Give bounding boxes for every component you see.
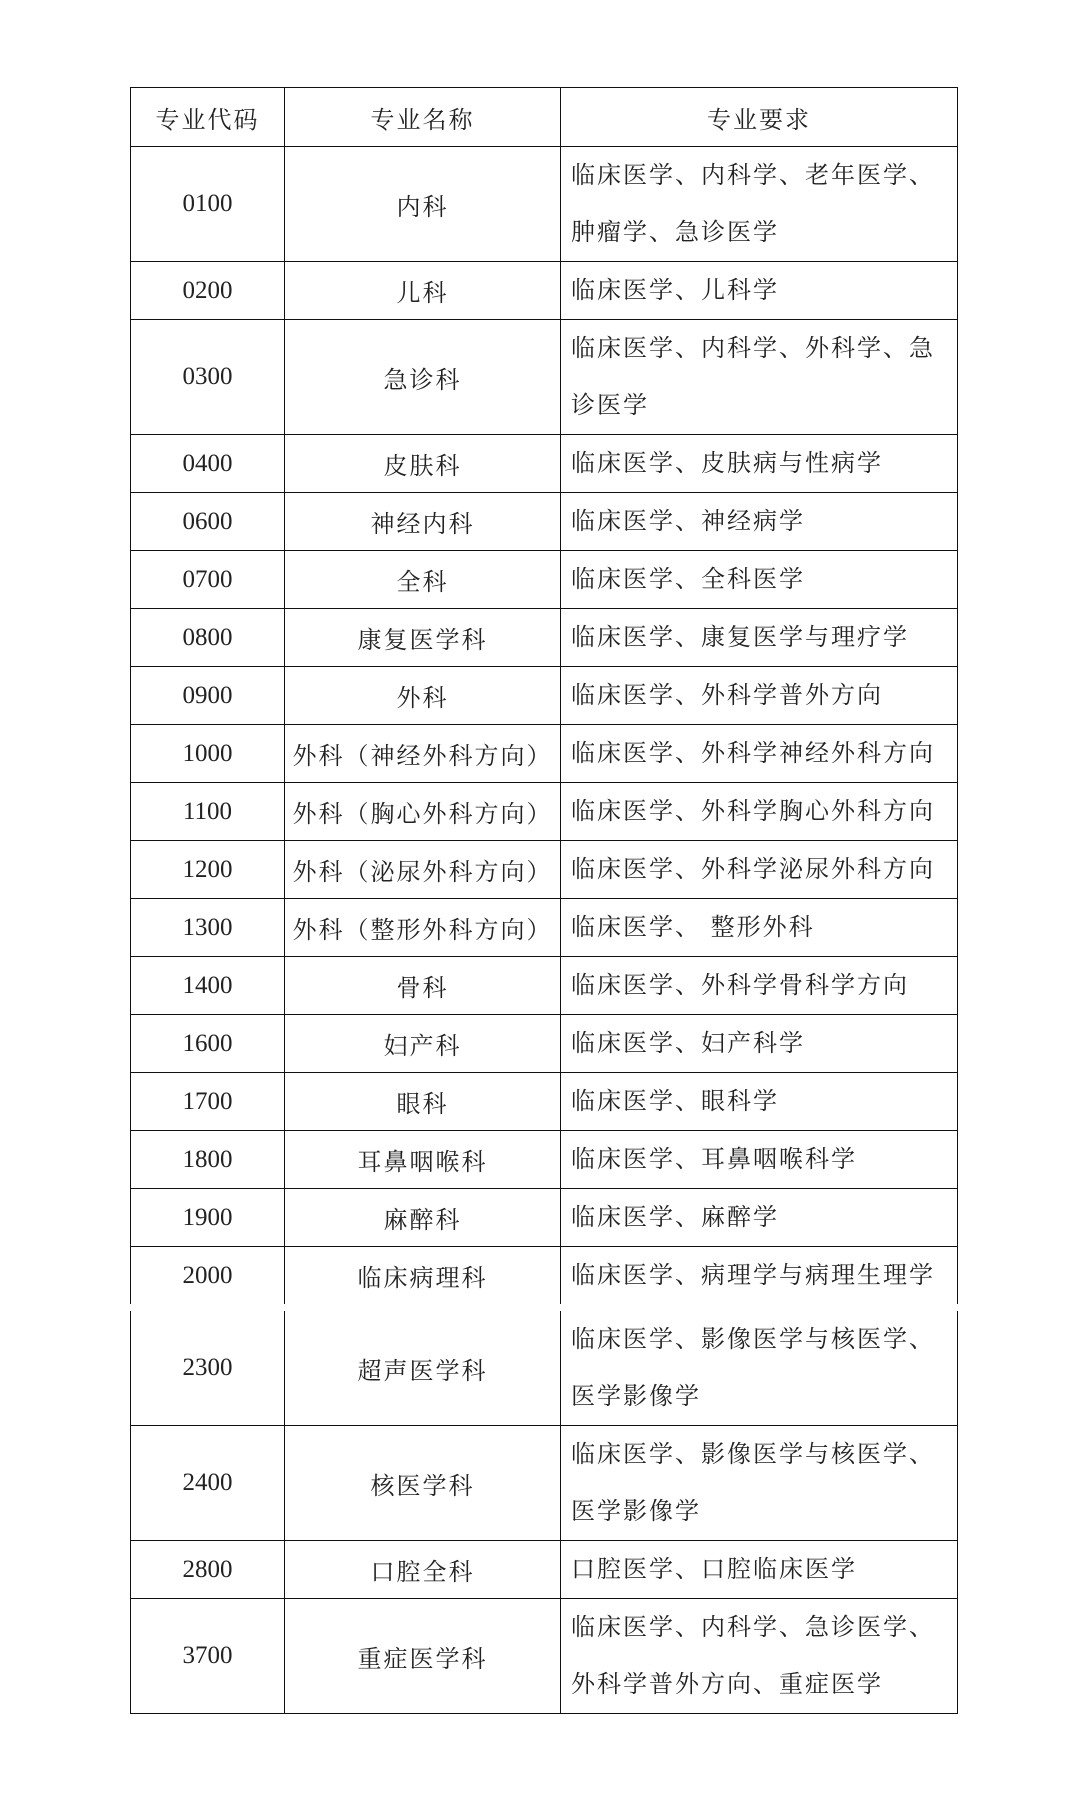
major-requirement-cell: 临床医学、内科学、老年医学、肿瘤学、急诊医学 <box>561 147 958 262</box>
table-row <box>131 1015 958 1073</box>
major-code-cell: 2800 <box>131 1541 285 1599</box>
major-code-cell: 0600 <box>131 493 285 551</box>
major-requirement-cell: 临床医学、皮肤病与性病学 <box>561 435 958 493</box>
major-name-cell: 核医学科 <box>285 1426 561 1541</box>
table-header-row <box>131 88 958 147</box>
major-name-cell: 外科（泌尿外科方向） <box>285 841 561 899</box>
major-code-cell: 0900 <box>131 667 285 725</box>
major-code-cell: 2400 <box>131 1426 285 1541</box>
major-name-cell: 口腔全科 <box>285 1541 561 1599</box>
major-code-cell: 1800 <box>131 1131 285 1189</box>
major-requirement-cell: 临床医学、眼科学 <box>561 1073 958 1131</box>
major-requirement-cell: 临床医学、 整形外科 <box>561 899 958 957</box>
major-name-cell: 临床病理科 <box>285 1247 561 1308</box>
major-code-cell: 0400 <box>131 435 285 493</box>
major-requirement-cell: 临床医学、儿科学 <box>561 262 958 320</box>
major-name-cell: 神经内科 <box>285 493 561 551</box>
major-code-cell: 2300 <box>131 1308 285 1426</box>
header-major-code: 专业代码 <box>131 88 285 147</box>
table-row <box>131 435 958 493</box>
major-requirement-cell: 临床医学、外科学神经外科方向 <box>561 725 958 783</box>
major-requirement-cell: 临床医学、妇产科学 <box>561 1015 958 1073</box>
major-name-cell: 内科 <box>285 147 561 262</box>
table-body <box>131 147 958 1714</box>
major-code-cell: 1200 <box>131 841 285 899</box>
major-requirement-cell: 临床医学、内科学、急诊医学、外科学普外方向、重症医学 <box>561 1599 958 1714</box>
major-code-cell: 1000 <box>131 725 285 783</box>
major-name-cell: 全科 <box>285 551 561 609</box>
major-requirement-cell: 临床医学、全科医学 <box>561 551 958 609</box>
major-requirements-table-container <box>130 87 957 1714</box>
major-requirements-table <box>130 87 958 1714</box>
major-requirement-cell: 临床医学、耳鼻咽喉科学 <box>561 1131 958 1189</box>
table-row <box>131 725 958 783</box>
major-name-cell: 康复医学科 <box>285 609 561 667</box>
header-major-name: 专业名称 <box>285 88 561 147</box>
major-name-cell: 皮肤科 <box>285 435 561 493</box>
major-requirement-cell: 临床医学、麻醉学 <box>561 1189 958 1247</box>
table-row <box>131 1426 958 1541</box>
major-name-cell: 麻醉科 <box>285 1189 561 1247</box>
major-name-cell: 骨科 <box>285 957 561 1015</box>
major-code-cell: 1400 <box>131 957 285 1015</box>
table-row <box>131 841 958 899</box>
major-requirement-cell: 临床医学、外科学骨科学方向 <box>561 957 958 1015</box>
table-row <box>131 1308 958 1426</box>
table-row <box>131 147 958 262</box>
header-major-requirement: 专业要求 <box>561 88 958 147</box>
major-name-cell: 重症医学科 <box>285 1599 561 1714</box>
table-row <box>131 1599 958 1714</box>
table-row <box>131 320 958 435</box>
table-row <box>131 667 958 725</box>
major-requirement-cell: 临床医学、外科学泌尿外科方向 <box>561 841 958 899</box>
major-code-cell: 0200 <box>131 262 285 320</box>
major-name-cell: 眼科 <box>285 1073 561 1131</box>
major-code-cell: 2000 <box>131 1247 285 1308</box>
table-row <box>131 551 958 609</box>
major-requirement-cell: 临床医学、外科学胸心外科方向 <box>561 783 958 841</box>
major-name-cell: 妇产科 <box>285 1015 561 1073</box>
major-requirement-cell: 临床医学、影像医学与核医学、医学影像学 <box>561 1308 958 1426</box>
major-requirement-cell: 口腔医学、口腔临床医学 <box>561 1541 958 1599</box>
major-code-cell: 1600 <box>131 1015 285 1073</box>
table-row <box>131 609 958 667</box>
table-row <box>131 1131 958 1189</box>
table-row <box>131 262 958 320</box>
major-code-cell: 1100 <box>131 783 285 841</box>
major-requirement-cell: 临床医学、外科学普外方向 <box>561 667 958 725</box>
table-row <box>131 957 958 1015</box>
major-name-cell: 外科（整形外科方向） <box>285 899 561 957</box>
table-row <box>131 1073 958 1131</box>
major-requirement-cell: 临床医学、康复医学与理疗学 <box>561 609 958 667</box>
major-code-cell: 1900 <box>131 1189 285 1247</box>
major-code-cell: 0100 <box>131 147 285 262</box>
major-requirement-cell: 临床医学、神经病学 <box>561 493 958 551</box>
major-requirement-cell: 临床医学、内科学、外科学、急诊医学 <box>561 320 958 435</box>
major-requirement-cell: 临床医学、病理学与病理生理学 <box>561 1247 958 1308</box>
major-name-cell: 耳鼻咽喉科 <box>285 1131 561 1189</box>
major-code-cell: 0800 <box>131 609 285 667</box>
major-code-cell: 1700 <box>131 1073 285 1131</box>
table-row <box>131 1541 958 1599</box>
major-requirement-cell: 临床医学、影像医学与核医学、医学影像学 <box>561 1426 958 1541</box>
major-name-cell: 超声医学科 <box>285 1308 561 1426</box>
major-name-cell: 外科（胸心外科方向） <box>285 783 561 841</box>
table-row <box>131 899 958 957</box>
major-name-cell: 儿科 <box>285 262 561 320</box>
major-code-cell: 0300 <box>131 320 285 435</box>
table-row <box>131 1247 958 1308</box>
major-name-cell: 外科 <box>285 667 561 725</box>
table-row <box>131 783 958 841</box>
major-code-cell: 3700 <box>131 1599 285 1714</box>
table-row <box>131 1189 958 1247</box>
major-name-cell: 外科（神经外科方向） <box>285 725 561 783</box>
major-name-cell: 急诊科 <box>285 320 561 435</box>
table-row <box>131 493 958 551</box>
major-code-cell: 0700 <box>131 551 285 609</box>
major-code-cell: 1300 <box>131 899 285 957</box>
